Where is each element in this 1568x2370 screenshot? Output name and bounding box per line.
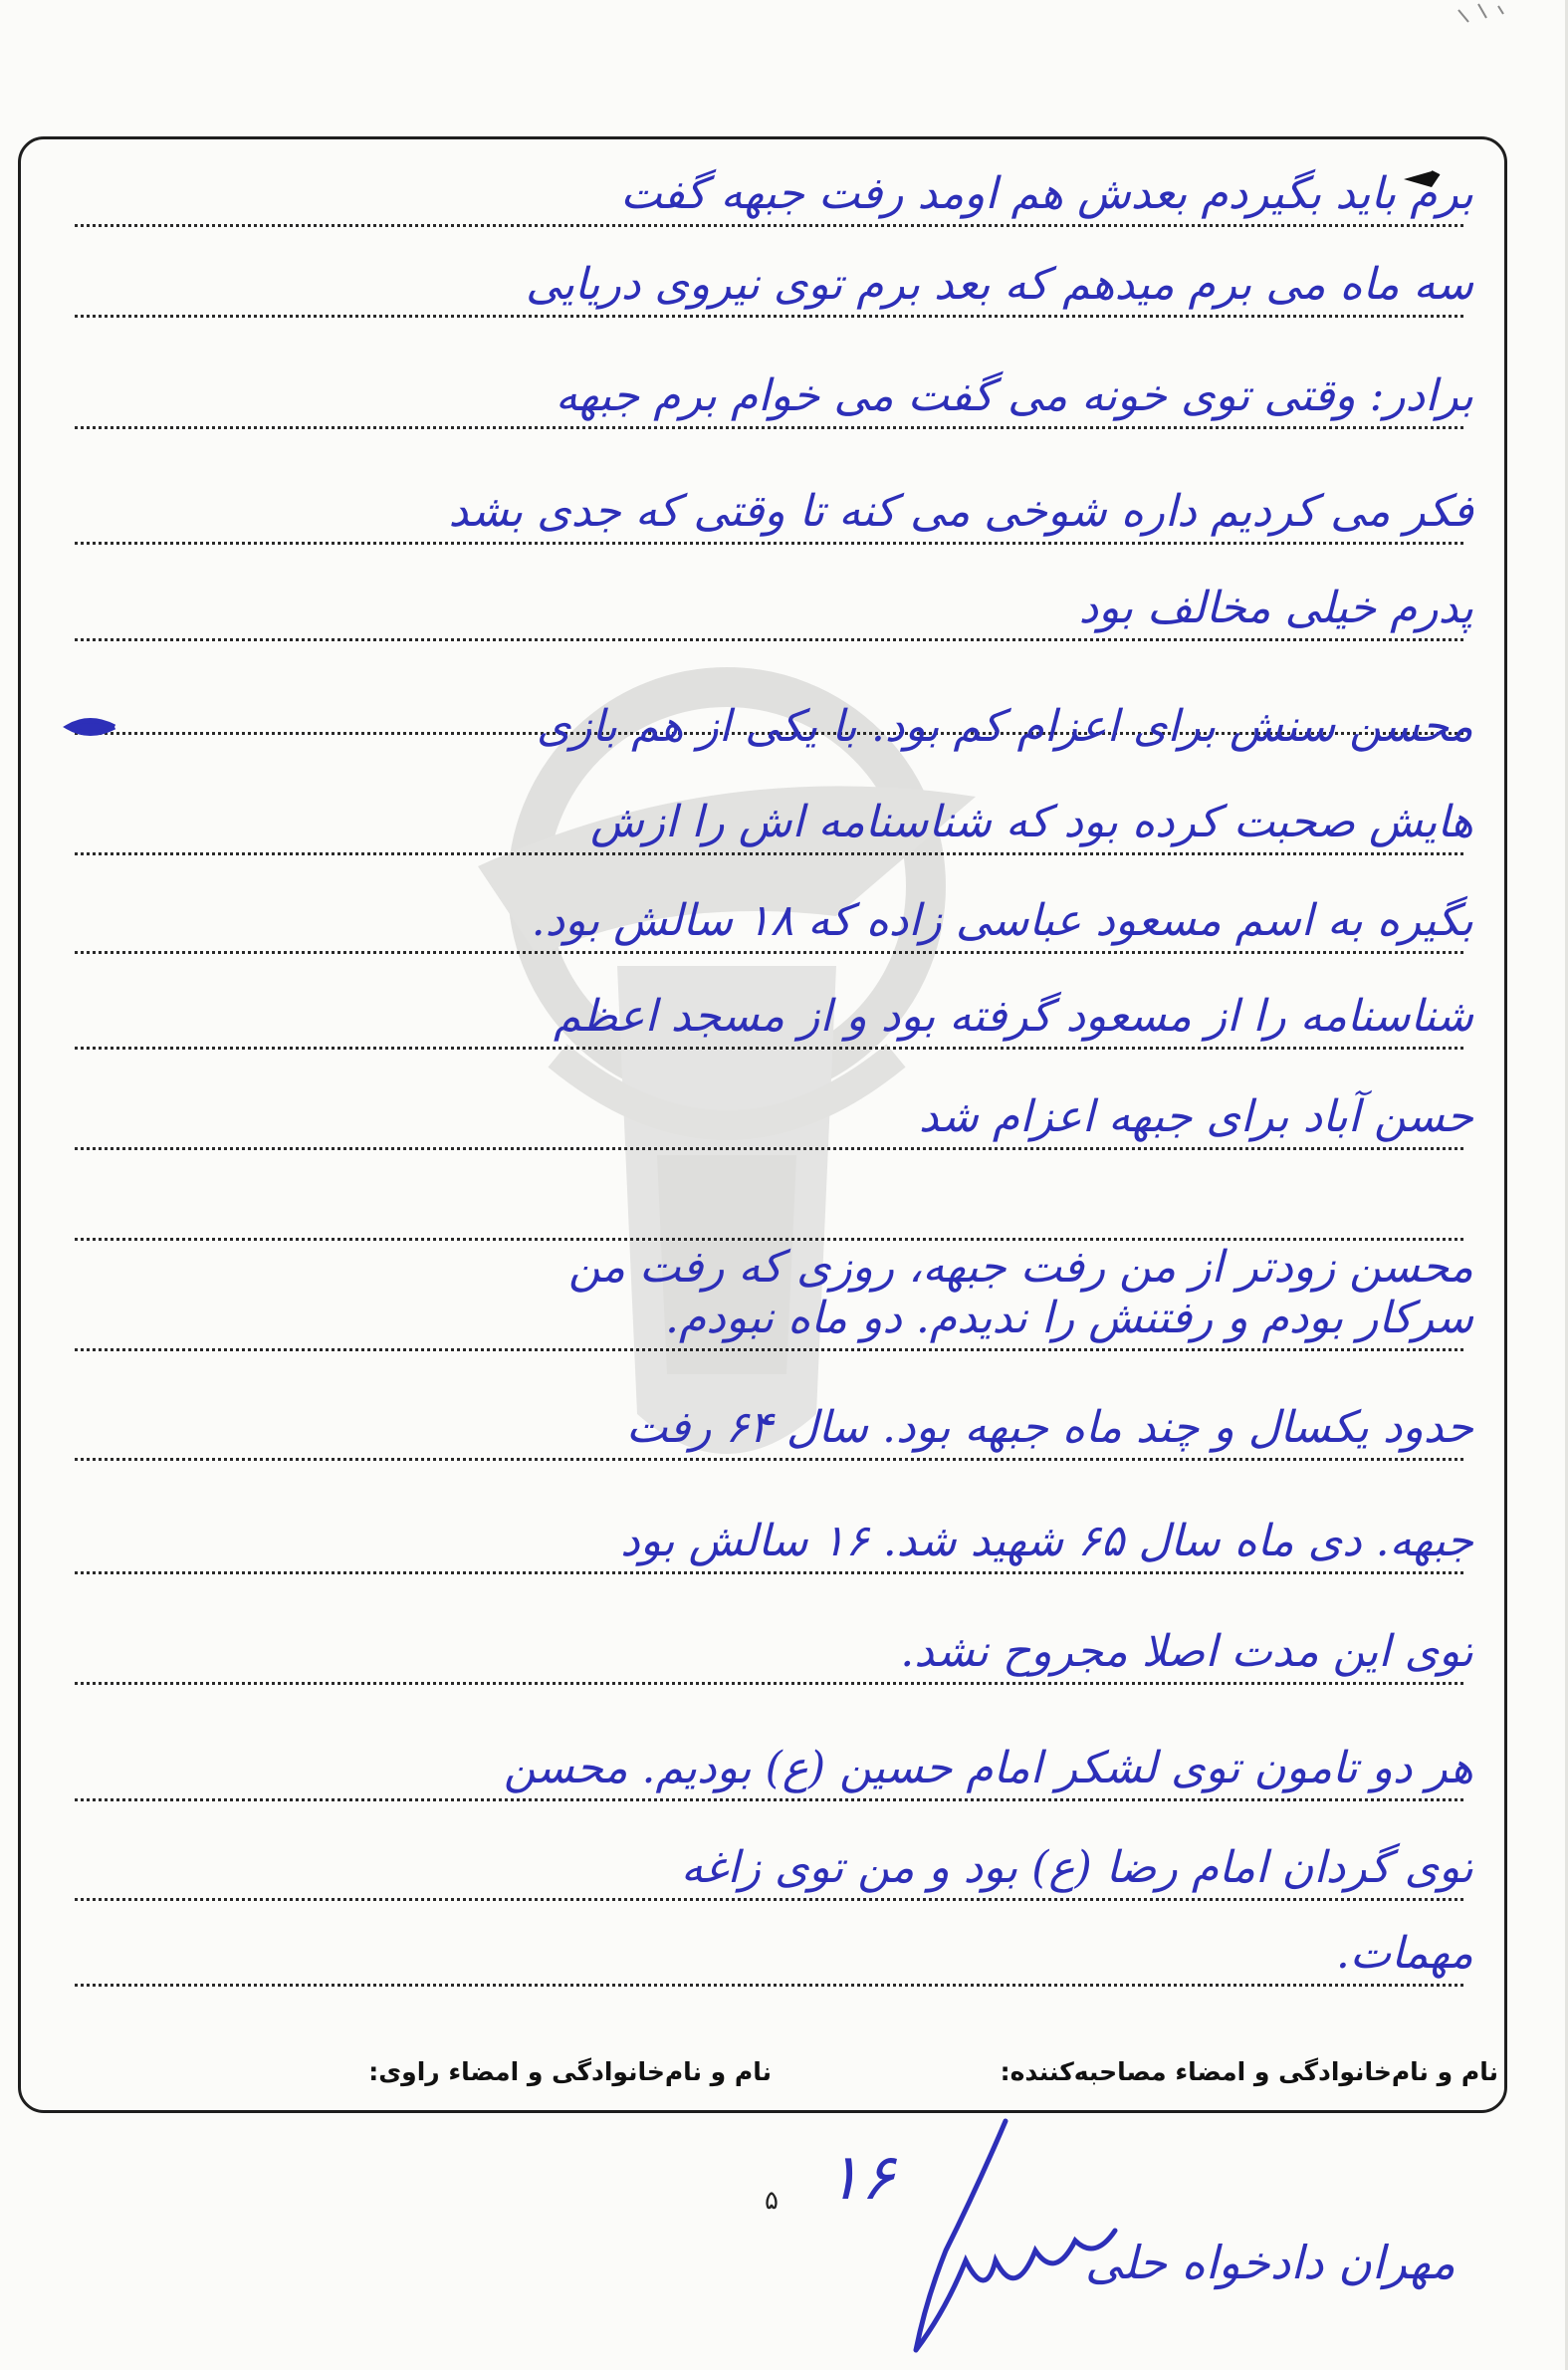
handwritten-line: حدود یکسال و چند ماه جبهه بود. سال ۶۴ رفت (626, 1402, 1473, 1453)
handwritten-line: هر دو تامون توی لشکر امام حسین (ع) بودیم. محسن (503, 1743, 1473, 1793)
handwritten-line: مهمات. (1335, 1928, 1473, 1979)
handwritten-line: فکر می کردیم داره شوخی می کنه تا وقتی که جدی بشد (448, 486, 1473, 537)
handwritten-page-number: ۱۶ (826, 2141, 895, 2215)
ruled-line (75, 1047, 1463, 1050)
ruled-line (75, 1147, 1463, 1150)
ruled-line (75, 951, 1463, 954)
ruled-line (75, 1798, 1463, 1801)
ruled-line (75, 1571, 1463, 1574)
ruled-line (75, 1458, 1463, 1461)
interviewer-signature-label: نام و نام‌خانوادگی و امضاء مصاحبه‌کننده: (1000, 2057, 1498, 2086)
handwritten-line: محسن زودتر از من رفت جبهه، روزی که رفت من (567, 1242, 1473, 1293)
ruled-line (75, 1898, 1463, 1901)
handwritten-line: هایش صحبت کرده بود که شناسنامه اش را ازش (590, 797, 1473, 847)
ruled-line (75, 1682, 1463, 1685)
corner-scratch-mark (1454, 0, 1513, 30)
signature-name: مهران دادخواه حلی (1085, 2236, 1456, 2289)
handwritten-line: توی گردان امام رضا (ع) بود و من توی زاغه (680, 1842, 1473, 1893)
handwritten-line: سه ماه می برم میدهم که بعد برم توی نیروی دریایی (526, 259, 1473, 310)
handwritten-line: توی این مدت اصلا مجروح نشد. (900, 1626, 1473, 1677)
ruled-line (75, 1348, 1463, 1351)
ruled-line (75, 638, 1463, 641)
ruled-line (75, 852, 1463, 855)
handwritten-line: برادر: وقتی توی خونه می گفت می خوام برم جبهه (555, 370, 1473, 421)
handwritten-line: حسن آباد برای جبهه اعزام شد (918, 1091, 1473, 1142)
handwritten-line: بگیره به اسم مسعود عباسی زاده که ۱۸ سالش بود. (531, 895, 1473, 946)
handwritten-line: شناسنامه را از مسعود گرفته بود و از مسجد اعظم (553, 991, 1473, 1042)
ruled-line (75, 426, 1463, 429)
handwritten-line: سرکار بودم و رفتنش را ندیدم. دو ماه نبودم. (665, 1293, 1473, 1343)
ruled-line (75, 542, 1463, 545)
handwritten-line: برم باید بگیردم بعدش هم اومد رفت جبهه گفت (620, 168, 1473, 219)
narrator-signature-label: نام و نام‌خانوادگی و امضاء راوی: (368, 2057, 772, 2086)
handwritten-line: جبهه. دی ماه سال ۶۵ شهید شد. ۱۶ سالش بود (620, 1516, 1473, 1566)
handwritten-line: محسن سنش برای اعزام کم بود. با یکی از هم بازی (536, 701, 1473, 752)
ruled-line (75, 315, 1463, 318)
printed-page-number: ۵ (765, 2186, 779, 2216)
ruled-line (75, 224, 1463, 227)
handwritten-line: پدرم خیلی مخالف بود (1078, 583, 1473, 633)
ruled-line (75, 1984, 1463, 1987)
